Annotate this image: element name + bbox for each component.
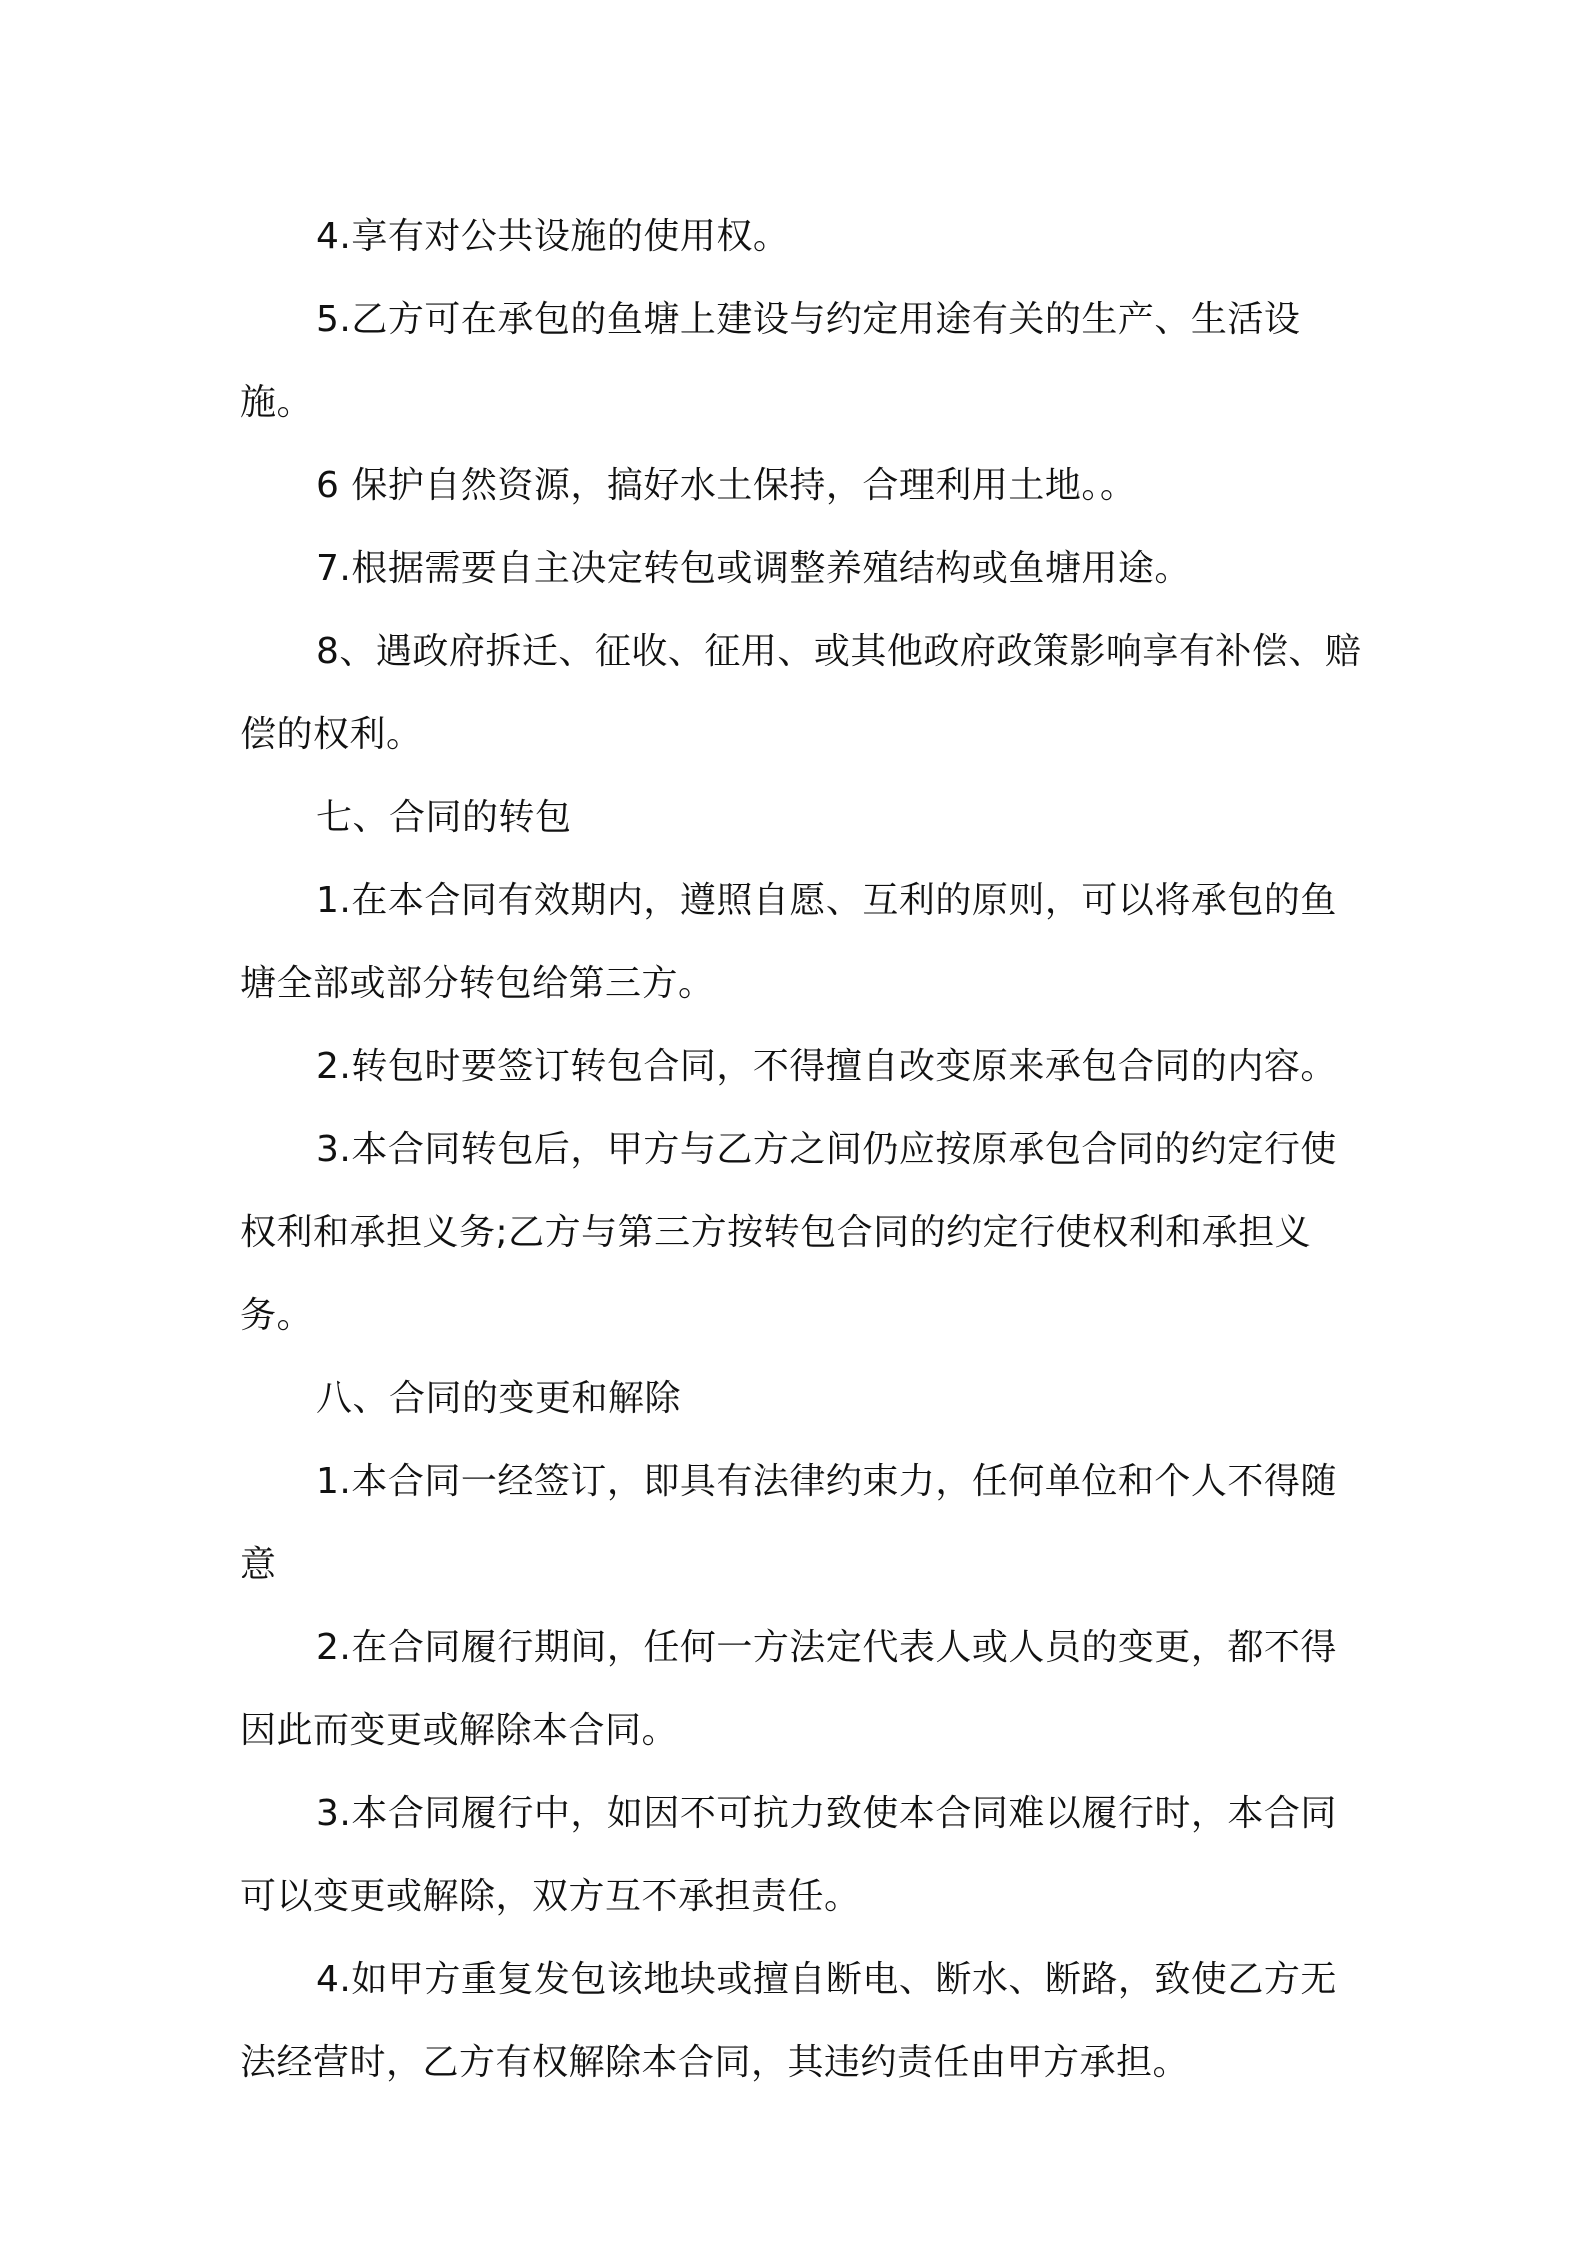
paragraph-right-6: 6 保护自然资源，搞好水土保持，合理利用土地。。: [316, 465, 1137, 506]
paragraph-change-4: 4.如甲方重复发包该地块或擅自断电、断水、断路，致使乙方无法经营时，乙方有权解除本合同，其违约责任由甲方承担。: [240, 1959, 1337, 2083]
paragraph-change-2: 2.在合同履行期间，任何一方法定代表人或人员的变更，都不得因此而变更或解除本合同。: [240, 1627, 1337, 1751]
paragraph-right-7: 7.根据需要自主决定转包或调整养殖结构或鱼塘用途。: [316, 548, 1191, 589]
section-heading-change-termination: 八、合同的变更和解除: [316, 1378, 682, 1419]
paragraph-right-8: 8、遇政府拆迁、征收、征用、或其他政府政策影响享有补偿、赔偿的权利。: [240, 631, 1362, 755]
paragraph-subcontract-3: 3.本合同转包后，甲方与乙方之间仍应按原承包合同的约定行使权利和承担义务;乙方与第三方按转包合同的约定行使权利和承担义务。: [240, 1129, 1337, 1336]
paragraph-right-5: 5.乙方可在承包的鱼塘上建设与约定用途有关的生产、生活设施。: [240, 299, 1301, 423]
paragraph-subcontract-1: 1.在本合同有效期内，遵照自愿、互利的原则，可以将承包的鱼塘全部或部分转包给第三方。: [240, 880, 1337, 1004]
paragraph-right-4: 4.享有对公共设施的使用权。: [316, 216, 790, 257]
paragraph-change-1: 1.本合同一经签订，即具有法律约束力，任何单位和个人不得随意: [240, 1461, 1337, 1585]
paragraph-subcontract-2: 2.转包时要签订转包合同，不得擅自改变原来承包合同的内容。: [316, 1046, 1337, 1087]
paragraph-change-3: 3.本合同履行中，如因不可抗力致使本合同难以履行时，本合同可以变更或解除，双方互不承担责任。: [240, 1793, 1337, 1917]
section-heading-subcontract: 七、合同的转包: [316, 797, 572, 838]
document-body: [240, 195, 1365, 2104]
